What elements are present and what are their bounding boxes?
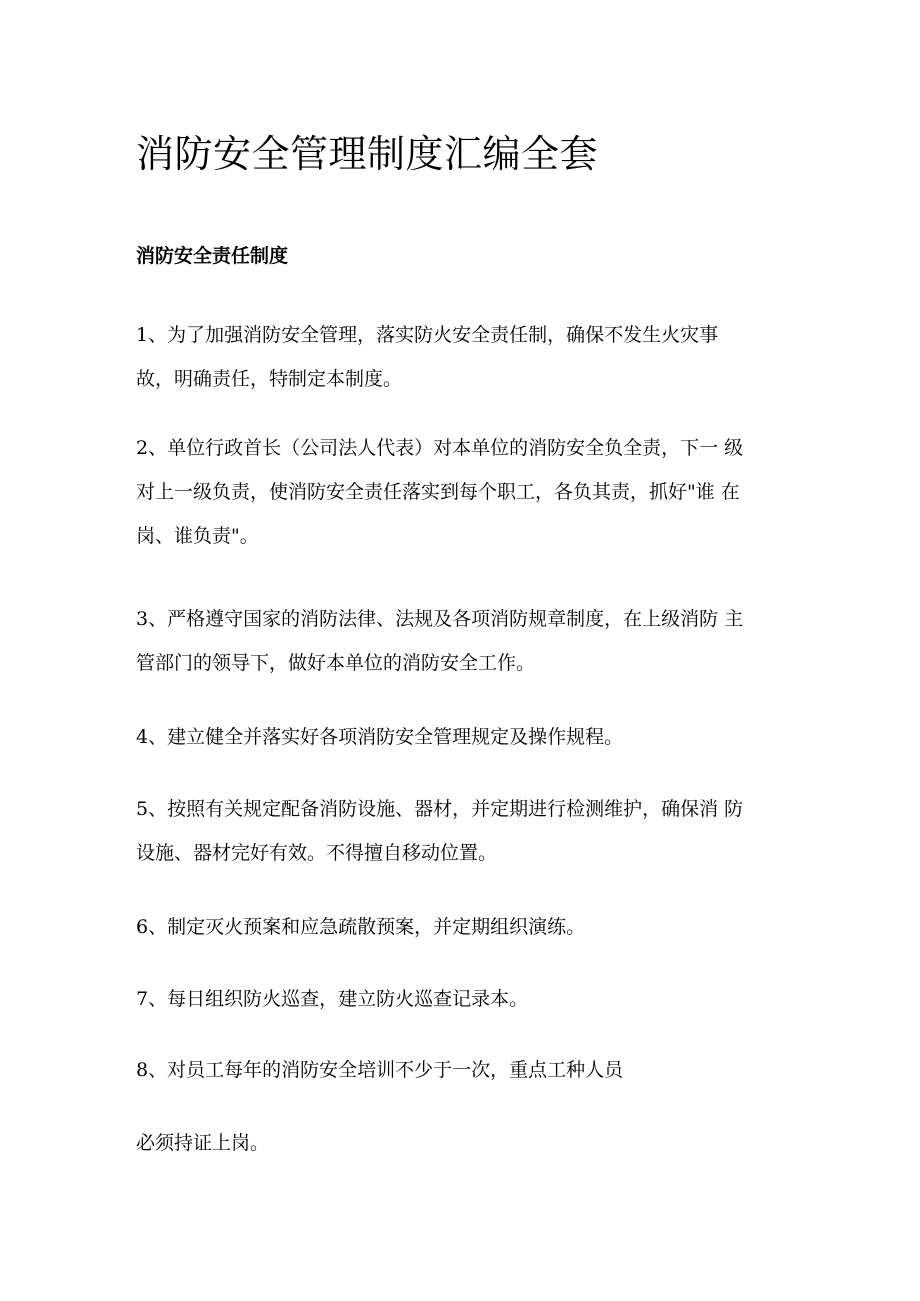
rule-8-continuation-line-1: 必须持证上岗。 bbox=[136, 1132, 270, 1154]
rule-1-line-1: 1、为了加强消防安全管理，落实防火安全责任制，确保不发生火灾事 bbox=[136, 324, 719, 346]
rule-1 bbox=[136, 313, 718, 401]
rule-3-line-1: 3、严格遵守国家的消防法律、法规及各项消防规章制度，在上级消防 主 bbox=[136, 608, 744, 630]
rule-7 bbox=[136, 977, 528, 1021]
rule-6-line-1: 6、制定灭火预案和应急疏散预案，并定期组织演练。 bbox=[136, 916, 586, 938]
rule-5-line-2: 设施、器材完好有效。不得擅自移动位置。 bbox=[136, 842, 498, 864]
rule-6 bbox=[136, 905, 585, 949]
rule-3 bbox=[136, 597, 743, 685]
rule-2-line-3: 岗、谁负责"。 bbox=[136, 525, 259, 547]
rule-5-line-1: 5、按照有关规定配备消防设施、器材，并定期进行检测维护，确保消 防 bbox=[136, 798, 744, 820]
rule-8 bbox=[136, 1048, 623, 1092]
document-title: 消防安全管理制度汇编全套 bbox=[136, 132, 599, 176]
rule-8-continuation bbox=[136, 1121, 269, 1165]
rule-7-line-1: 7、每日组织防火巡查，建立防火巡查记录本。 bbox=[136, 988, 529, 1010]
rule-4 bbox=[136, 715, 623, 759]
rule-2-line-2: 对上一级负责，使消防安全责任落实到每个职工，各负其责，抓好"谁 在 bbox=[136, 481, 740, 503]
rule-5 bbox=[136, 787, 743, 875]
rule-2-line-1: 2、单位行政首长（公司法人代表）对本单位的消防安全负全责，下一 级 bbox=[136, 437, 744, 459]
rule-8-line-1: 8、对员工每年的消防安全培训不少于一次，重点工种人员 bbox=[136, 1059, 624, 1081]
rule-1-line-2: 故，明确责任，特制定本制度。 bbox=[136, 368, 403, 390]
section-heading: 消防安全责任制度 bbox=[136, 245, 289, 267]
rule-2 bbox=[136, 426, 743, 558]
rule-3-line-2: 管部门的领导下，做好本单位的消防安全工作。 bbox=[136, 652, 536, 674]
rule-4-line-1: 4、建立健全并落实好各项消防安全管理规定及操作规程。 bbox=[136, 726, 624, 748]
